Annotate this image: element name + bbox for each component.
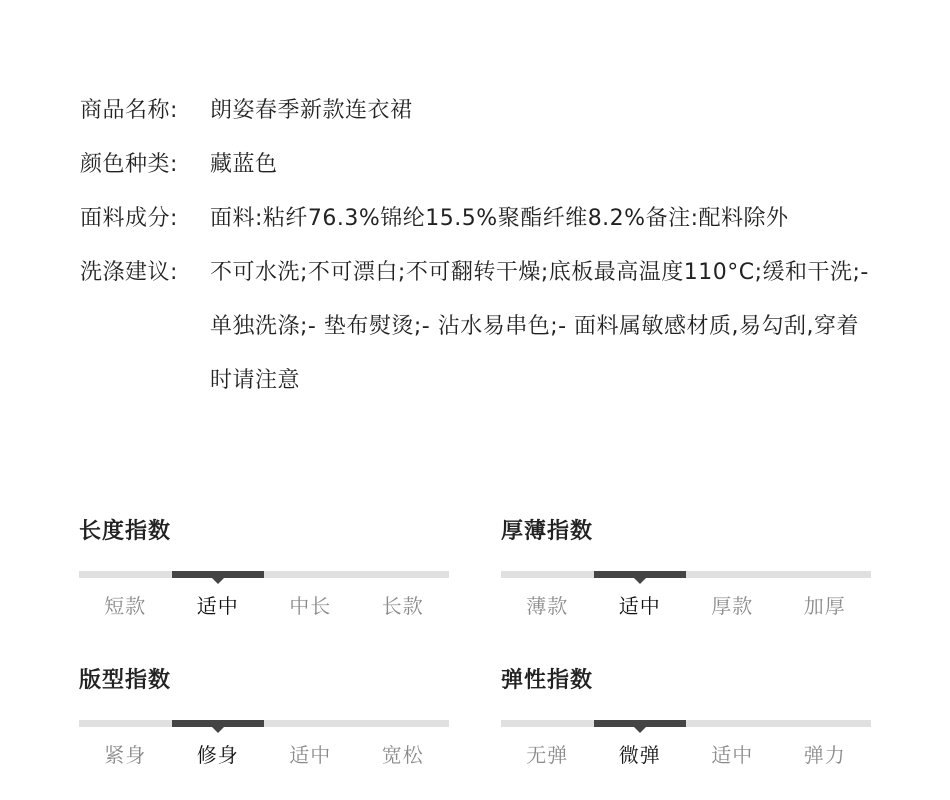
- product-name-value: 朗姿春季新款连衣裙: [210, 98, 413, 123]
- product-name-label: 商品名称:: [80, 98, 178, 123]
- thickness-index-segment-4: [779, 571, 872, 578]
- thickness-index-segment-1: [501, 571, 594, 578]
- thickness-index: [501, 517, 871, 620]
- fit-index-title: 版型指数: [79, 668, 172, 693]
- color-value: 藏蓝色: [210, 152, 278, 177]
- color-row: [80, 138, 880, 192]
- elasticity-option-medium: 适中: [711, 743, 754, 767]
- fabric-value: 面料:粘纤76.3%锦纶15.5%聚酯纤维8.2%备注:配料除外: [210, 206, 789, 231]
- elasticity-index-track: [501, 720, 871, 727]
- elasticity-index-segment-3: [686, 720, 779, 727]
- thickness-option-medium: 适中: [618, 594, 661, 618]
- elasticity-option-stretch: 弹力: [803, 743, 846, 767]
- thickness-option-thin: 薄款: [526, 594, 569, 618]
- fit-index-track: [79, 720, 449, 727]
- length-option-medium: 适中: [196, 594, 239, 618]
- fit-index: [79, 666, 449, 769]
- fabric-row: [80, 192, 880, 246]
- thickness-option-thick: 厚款: [711, 594, 754, 618]
- elasticity-index-segment-4: [779, 720, 872, 727]
- elasticity-index-segment-2: [594, 720, 687, 727]
- length-index-segment-3: [264, 571, 357, 578]
- length-index-segment-4: [357, 571, 450, 578]
- length-index-title: 长度指数: [79, 519, 172, 544]
- fit-option-slim: 修身: [196, 743, 239, 767]
- length-index-segment-2: [172, 571, 265, 578]
- product-info: [80, 84, 880, 408]
- fabric-label: 面料成分:: [80, 206, 178, 231]
- elasticity-index: [501, 666, 871, 769]
- thickness-index-segment-3: [686, 571, 779, 578]
- length-index-track: [79, 571, 449, 578]
- length-option-short: 短款: [104, 594, 147, 618]
- length-index-options: [79, 592, 449, 620]
- fit-option-loose: 宽松: [381, 743, 424, 767]
- length-option-mid-long: 中长: [289, 594, 332, 618]
- fit-index-segment-4: [357, 720, 450, 727]
- product-name-row: [80, 84, 880, 138]
- fit-index-segment-2: [172, 720, 265, 727]
- length-index-segment-1: [79, 571, 172, 578]
- color-label: 颜色种类:: [80, 152, 178, 177]
- elasticity-option-none: 无弹: [526, 743, 569, 767]
- washing-value: 不可水洗;不可漂白;不可翻转干燥;底板最高温度110°C;缓和干洗;- 单独洗涤;- 垫布熨烫;- 沾水易串色;- 面料属敏感材质,易勾刮,穿着时请注意: [210, 260, 869, 393]
- fit-index-options: [79, 741, 449, 769]
- fit-index-segment-1: [79, 720, 172, 727]
- fit-index-segment-3: [264, 720, 357, 727]
- thickness-index-segment-2: [594, 571, 687, 578]
- elasticity-index-options: [501, 741, 871, 769]
- length-option-long: 长款: [381, 594, 424, 618]
- elasticity-index-segment-1: [501, 720, 594, 727]
- length-index: [79, 517, 449, 620]
- fit-option-regular: 适中: [289, 743, 332, 767]
- washing-label: 洗涤建议:: [80, 260, 178, 285]
- fit-option-tight: 紧身: [104, 743, 147, 767]
- thickness-index-title: 厚薄指数: [501, 519, 594, 544]
- washing-row: [80, 246, 880, 408]
- elasticity-index-title: 弹性指数: [501, 668, 594, 693]
- elasticity-option-slight: 微弹: [618, 743, 661, 767]
- thickness-index-options: [501, 592, 871, 620]
- thickness-option-extra-thick: 加厚: [803, 594, 846, 618]
- thickness-index-track: [501, 571, 871, 578]
